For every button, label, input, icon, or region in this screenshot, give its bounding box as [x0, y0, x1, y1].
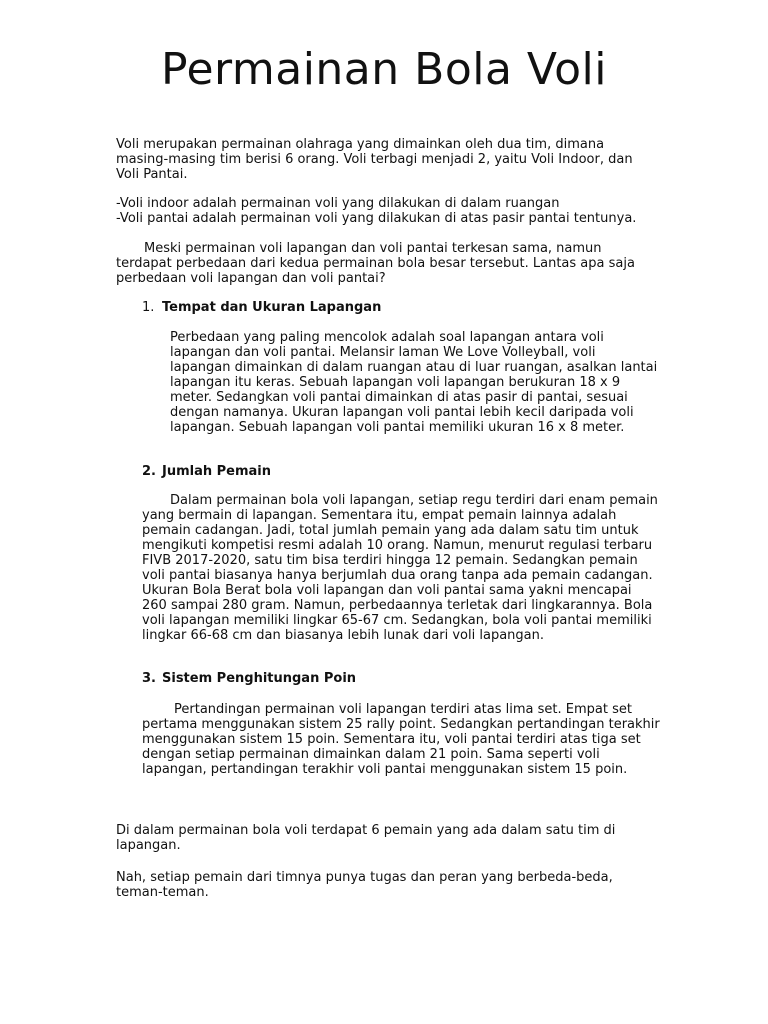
bullet-voli-indoor: -Voli indoor adalah permainan voli yang dilakukan di dalam ruangan — [116, 196, 560, 211]
section-heading-1 — [142, 300, 381, 315]
page-title: Permainan Bola Voli — [161, 44, 607, 95]
section-paragraph-3: Pertandingan permainan voli lapangan terdiri atas lima set. Empat set pertama menggunakan sistem 25 rally point. Sedangkan pertandingan terakhir menggunakan sistem 15 poin. Sementara itu, voli pantai terdiri atas tiga set dengan setiap permainan dimainkan dalam 21 poin. Sama seperti voli lapangan, pertandingan terakhir voli pantai menggunakan sistem 15 poin. — [142, 702, 660, 777]
section-number-1: 1. — [142, 300, 155, 315]
section-heading-3 — [142, 671, 356, 686]
section-paragraph-2: Dalam permainan bola voli lapangan, setiap regu terdiri dari enam pemain yang bermain di lapangan. Sementara itu, empat pemain lainnya adalah pemain cadangan. Jadi, total jumlah pemain yang ada dalam satu tim untuk mengikuti kompetisi resmi adalah 10 orang. Namun, menurut regulasi terbaru FIVB 2017-2020, satu tim bisa terdiri hingga 12 pemain. Sedangkan pemain voli pantai biasanya hanya berjumlah dua orang tanpa ada pemain cadangan. Ukuran Bola Berat bola voli lapangan dan voli pantai sama yakni mencapai 260 sampai 280 gram. Namun, perbedaannya terletak dari lingkarannya. Bola voli lapangan memiliki lingkar 65-67 cm. Sedangkan, bola voli pantai memiliki lingkar 66-68 cm dan biasanya lebih lunak dari voli lapangan. — [142, 493, 658, 643]
comparison-intro-paragraph: Meski permainan voli lapangan dan voli pantai terkesan sama, namun terdapat perbedaan dari kedua permainan bola besar tersebut. Lantas apa saja perbedaan voli lapangan dan voli pantai? — [116, 241, 635, 286]
section-heading-2 — [142, 464, 271, 479]
outro-players-paragraph: Di dalam permainan bola voli terdapat 6 pemain yang ada dalam satu tim di lapangan. — [116, 823, 616, 853]
section-number-3: 3. — [142, 671, 156, 686]
bullet-voli-pantai: -Voli pantai adalah permainan voli yang dilakukan di atas pasir pantai tentunya. — [116, 211, 637, 226]
section-title-1: Tempat dan Ukuran Lapangan — [162, 300, 382, 315]
section-number-2: 2. — [142, 464, 156, 479]
section-paragraph-1: Perbedaan yang paling mencolok adalah soal lapangan antara voli lapangan dan voli pantai. Melansir laman We Love Volleyball, voli lapangan dimainkan di dalam ruangan atau di luar ruangan, asalkan lantai lapangan itu keras. Sebuah lapangan voli lapangan berukuran 18 x 9 meter. Sedangkan voli pantai dimainkan di atas pasir di pantai, sesuai dengan namanya. Ukuran lapangan voli pantai lebih kecil daripada voli lapangan. Sebuah lapangan voli pantai memiliki ukuran 16 x 8 meter. — [170, 330, 658, 435]
intro-paragraph: Voli merupakan permainan olahraga yang dimainkan oleh dua tim, dimana masing-masing tim berisi 6 orang. Voli terbagi menjadi 2, yaitu Voli Indoor, dan Voli Pantai. — [116, 137, 633, 182]
section-title-2: Jumlah Pemain — [162, 464, 272, 479]
outro-roles-paragraph: Nah, setiap pemain dari timnya punya tugas dan peran yang berbeda-beda, teman-teman. — [116, 870, 613, 900]
section-title-3: Sistem Penghitungan Poin — [162, 671, 357, 686]
